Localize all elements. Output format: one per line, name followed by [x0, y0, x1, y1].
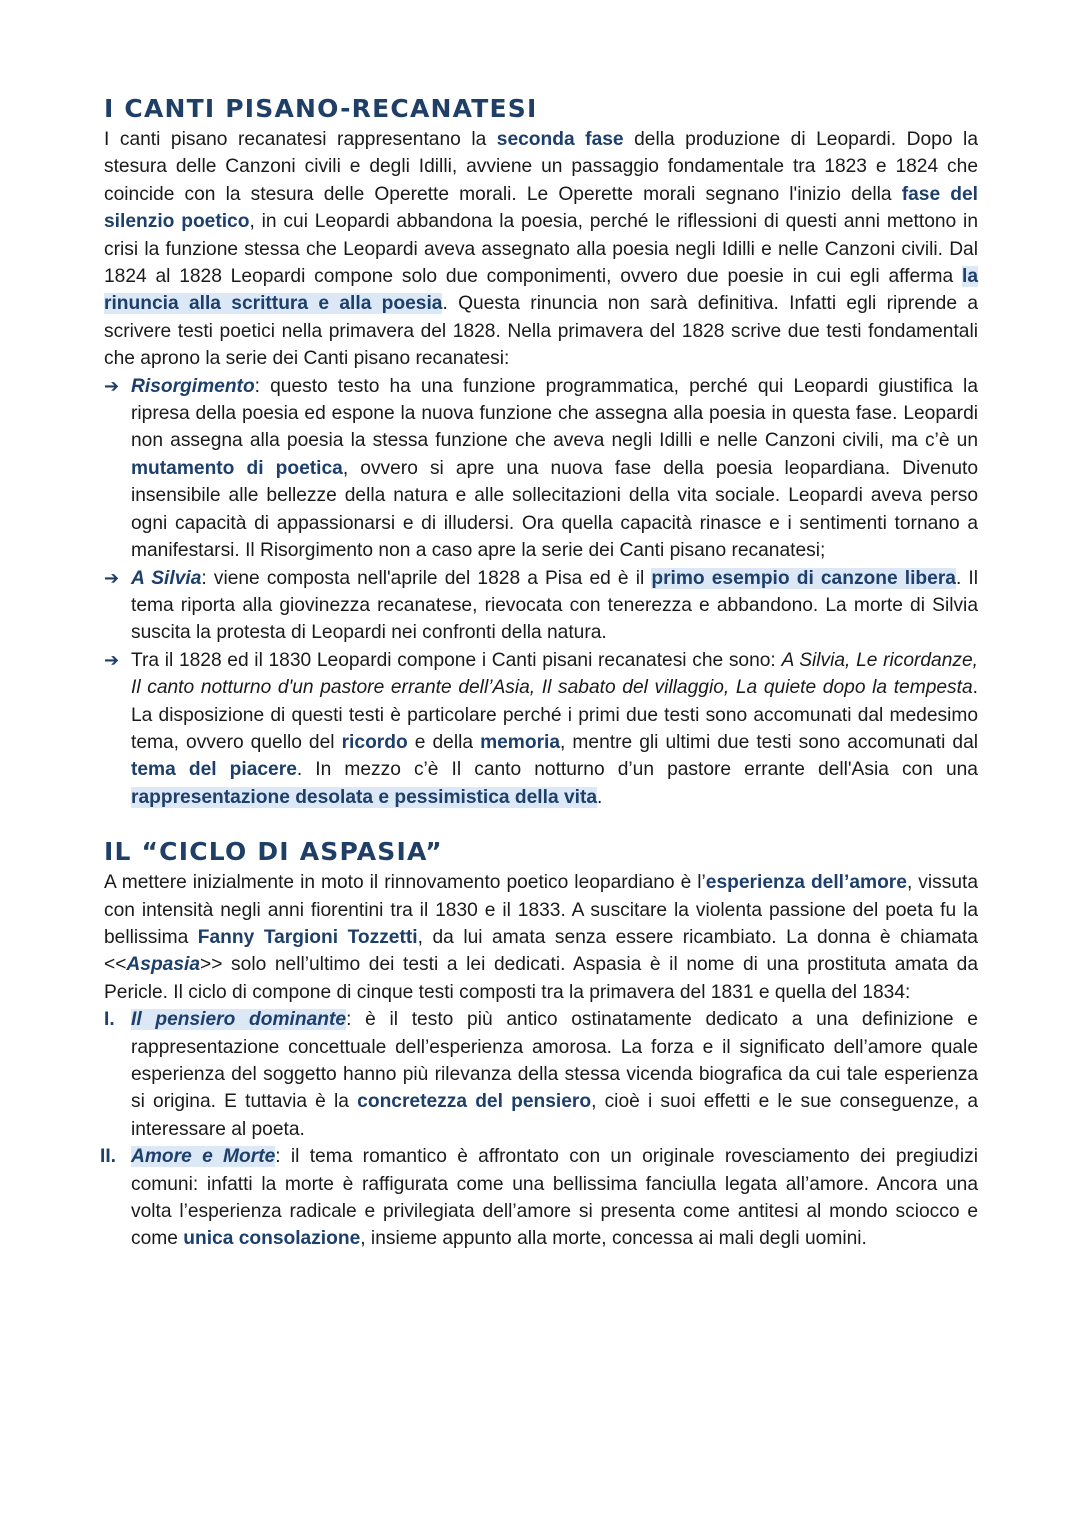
section-title-ciclo-aspasia: IL “CICLO DI ASPASIA” [104, 837, 443, 867]
highlight-rinuncia: la rinuncia alla scrittura e alla poesia [104, 266, 978, 315]
emphasis-esperienza-amore: esperienza dell’amore [705, 872, 907, 894]
item-title-pensiero-dominante: Il pensiero dominante [131, 1009, 347, 1031]
arrow-bullet-icon: ➔ [104, 375, 120, 397]
emphasis-aspasia: Aspasia [126, 954, 201, 976]
intro-paragraph-canti: I canti pisano recanatesi rappresentano la seconda fase della produzione di Leopardi. Dopo la stesura delle Canzoni civili e degli Idilli, avviene un passaggio fondamentale tra 1823 e 1824 che coincide con la stesura delle Operette morali. Le Operette morali segnano l'inizio della fase del silenzio poetico, in cui Leopardi abbandona la poesia, perché le riflessioni di questi anni mettono in crisi la funzione stessa che Leopardi aveva assegnato alla poesia negli Idilli e nelle Canzoni civili. Dal 1824 al 1828 Leopardi compone solo due componimenti, ovvero due poesie in cui egli afferma la rinuncia alla scrittura e alla poesia. Questa rinuncia non sarà definitiva. Infatti egli riprende a scrivere testi poetici nella primavera del 1828. Nella primavera del 1828 scrive due testi fondamentali che aprono la serie dei Canti pisano recanatesi: [104, 129, 978, 370]
arrow-bullet-icon: ➔ [104, 649, 120, 671]
emphasis-fase-silenzio: fase del silenzio poetico [104, 183, 978, 233]
canti-list [104, 373, 978, 812]
list-item-risorgimento: ➔ Risorgimento: questo testo ha una funzione programmatica, perché qui Leopardi giustifica la ripresa della poesia ed espone la nuova funzione che assegna alla poesia in questa fase. Leopardi non assegna alla poesia la stessa funzione che aveva negli Idilli e nelle Canzoni civili, ma c’è un mutamento di poetica, ovvero si apre una nuova fase della poesia leopardiana. Divenuto insensibile alle bellezze della natura e alle sollecitazioni della vita sociale. Leopardi aveva perso ogni capacità di appassionarsi e di illudersi. Ora quella capacità rinasce e i sentimenti tornano a manifestarsi. Il Risorgimento non a caso apre la serie dei Canti pisano recanatesi; [104, 373, 978, 565]
highlight-canzone-libera: primo esempio di canzone libera [651, 567, 956, 589]
highlight-rappresentazione-desolata: rappresentazione desolata e pessimistica della vita [131, 786, 598, 808]
emphasis-mutamento-poetica: mutamento di poetica [131, 457, 343, 479]
emphasis-unica-consolazione: unica consolazione [183, 1228, 361, 1250]
list-item-pensiero-dominante: I. Il pensiero dominante: è il testo più antico ostinatamente dedicato a una definizione e rappresentazione concettuale dell’esperienza amorosa. La forza e il significato dell’amore quale esperienza del soggetto hanno più rilevanza della stessa vicenda biografica da cui tale esperienza si origina. E tuttavia è la concretezza del pensiero, cioè i suoi effetti e le sue conseguenze, a interessare al poeta. [104, 1006, 978, 1143]
item-title-risorgimento: Risorgimento [131, 375, 255, 397]
italic-titles-list: A Silvia, Le ricordanze, Il canto notturno d'un pastore errante dell’Asia, Il sabato del villaggio, La quiete dopo la tempesta [131, 649, 978, 699]
emphasis-tema-piacere: tema del piacere [131, 759, 297, 781]
roman-numeral-marker: I. [104, 1009, 115, 1031]
section-title-canti-pisano-recanatesi: I CANTI PISANO-RECANATESI [104, 94, 538, 123]
item-title-a-silvia: A Silvia [131, 567, 202, 589]
emphasis-ricordo: ricordo [341, 731, 408, 753]
aspasia-list [100, 1006, 979, 1253]
emphasis-seconda-fase: seconda fase [496, 129, 624, 150]
list-item-canti-pisani-elenco: ➔ Tra il 1828 ed il 1830 Leopardi compone i Canti pisani recanatesi che sono: A Silvia, Le ricordanze, Il canto notturno d'un pastore errante dell’Asia, Il sabato del villaggio, La quiete dopo la tempesta. La disposizione di questi testi è particolare perché i primi due testi sono accomunati dal medesimo tema, ovvero quello del ricordo e della memoria, mentre gli ultimi due testi sono accomunati dal tema del piacere. In mezzo c’è Il canto notturno d’un pastore errante dell'Asia con una rappresentazione desolata e pessimistica della vita. [104, 647, 978, 811]
document-page [100, 92, 979, 1253]
emphasis-concretezza-pensiero: concretezza del pensiero [357, 1091, 592, 1113]
emphasis-fanny-targioni-tozzetti: Fanny Targioni Tozzetti [197, 926, 418, 948]
list-item-a-silvia: ➔ A Silvia: viene composta nell'aprile del 1828 a Pisa ed è il primo esempio di canzone libera. Il tema riporta alla giovinezza recanatese, rievocata con tenerezza e abbandono. La morte di Silvia suscita la protesta di Leopardi nei confronti della natura. [104, 565, 978, 647]
item-title-amore-e-morte: Amore e Morte [131, 1146, 276, 1168]
intro-paragraph-aspasia: A mettere inizialmente in moto il rinnovamento poetico leopardiano è l’esperienza dell’amore, vissuta con intensità negli anni fiorentini tra il 1830 e il 1833. A suscitare la violenta passione del poeta fu la bellissima Fanny Targioni Tozzetti, da lui amata senza essere ricambiato. La donna è chiamata <<Aspasia>> solo nell’ultimo dei testi a lei dedicati. Aspasia è il nome di una prostituta amata da Pericle. Il ciclo di compone di cinque testi composti tra la primavera del 1831 e quella del 1834: [104, 872, 978, 1003]
roman-numeral-marker: II. [100, 1146, 116, 1168]
list-item-amore-e-morte: II. Amore e Morte: il tema romantico è affrontato con un originale rovesciamento dei pregiudizi comuni: infatti la morte è raffigurata come una bellissima fanciulla legata all’amore. Ancora una volta l’esperienza radicale e privilegiata dell’amore si presenta come antitesi al mondo sciocco e come unica consolazione, insieme appunto alla morte, concessa ai mali degli uomini. [104, 1143, 978, 1253]
arrow-bullet-icon: ➔ [104, 567, 120, 589]
emphasis-memoria: memoria [480, 731, 561, 753]
